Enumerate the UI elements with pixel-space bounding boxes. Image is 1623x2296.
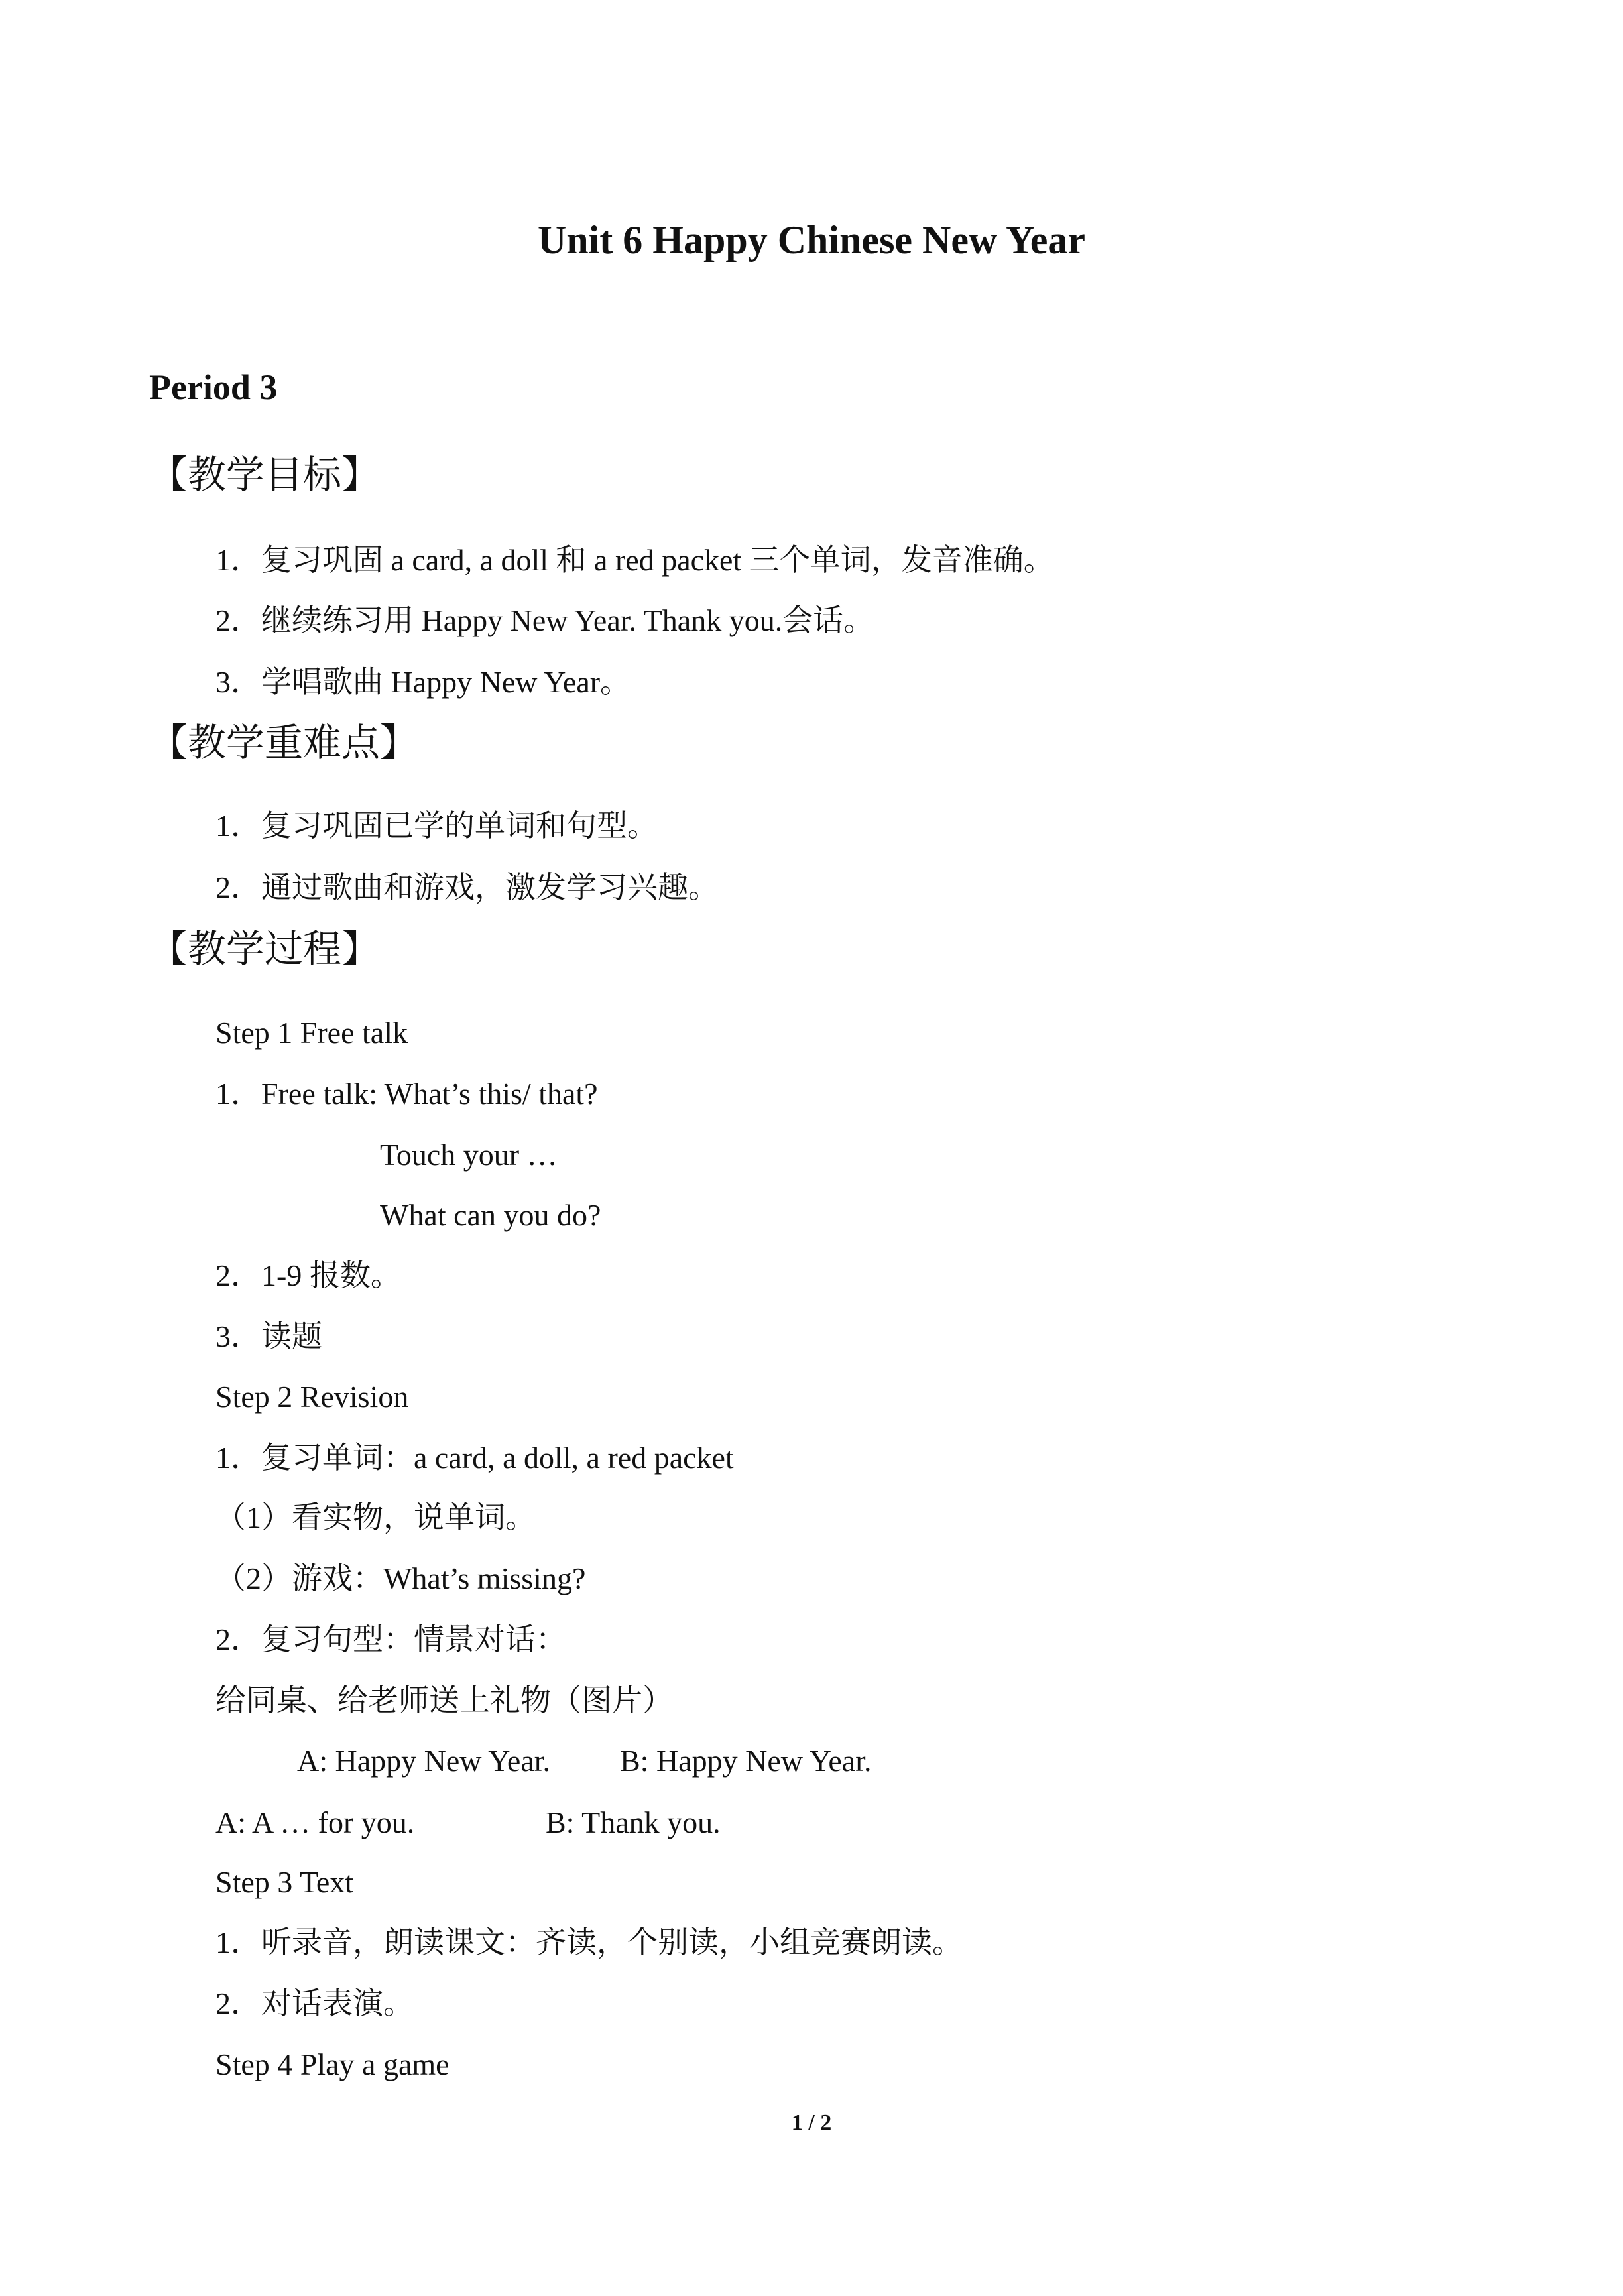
keypoint-item: 2．通过歌曲和游戏，激发学习兴趣。 (215, 871, 719, 904)
objective-item: 3．学唱歌曲 Happy New Year。 (215, 665, 631, 699)
keypoint-item: 1．复习巩固已学的单词和句型。 (215, 809, 658, 843)
objective-item: 1．复习巩固 a card, a doll 和 a red packet 三个单词，发音准确。 (215, 543, 1054, 577)
process-item: （2）游戏：What’s missing? (215, 1561, 586, 1595)
objectives-heading: 【教学目标】 (149, 452, 381, 497)
process-item: 1．听录音，朗读课文：齐读，个别读，小组竞赛朗读。 (215, 1925, 963, 1959)
page-number: 1 / 2 (791, 2110, 832, 2135)
process-item: Touch your … (380, 1138, 558, 1172)
process-item: （1）看实物，说单词。 (215, 1500, 536, 1534)
step-heading: Step 3 Text (215, 1865, 354, 1899)
period-heading: Period 3 (149, 367, 278, 407)
step-heading: Step 1 Free talk (215, 1016, 408, 1050)
process-heading: 【教学过程】 (149, 926, 381, 971)
step-heading: Step 2 Revision (215, 1380, 409, 1414)
dialog-line: B: Thank you. (546, 1805, 721, 1839)
objective-item: 2．继续练习用 Happy New Year. Thank you.会话。 (215, 603, 874, 637)
step-heading: Step 4 Play a game (215, 2047, 450, 2081)
process-item: 1．复习单词：a card, a doll, a red packet (215, 1441, 734, 1475)
document-title: Unit 6 Happy Chinese New Year (537, 218, 1086, 262)
dialog-line: B: Happy New Year. (620, 1744, 872, 1778)
process-item: 2．对话表演。 (215, 1986, 414, 2020)
dialog-line: A: A … for you. (215, 1805, 415, 1839)
process-item: 3．读题 (215, 1319, 322, 1353)
process-item: What can you do? (380, 1198, 601, 1232)
process-item: 2．复习句型：情景对话： (215, 1622, 566, 1656)
process-item: 给同桌、给老师送上礼物（图片） (215, 1683, 673, 1717)
dialog-line: A: Happy New Year. (297, 1744, 551, 1778)
process-item: 1．Free talk: What’s this/ that? (215, 1077, 598, 1111)
keypoints-heading: 【教学重难点】 (149, 720, 419, 765)
process-item: 2．1-9 报数。 (215, 1258, 401, 1292)
